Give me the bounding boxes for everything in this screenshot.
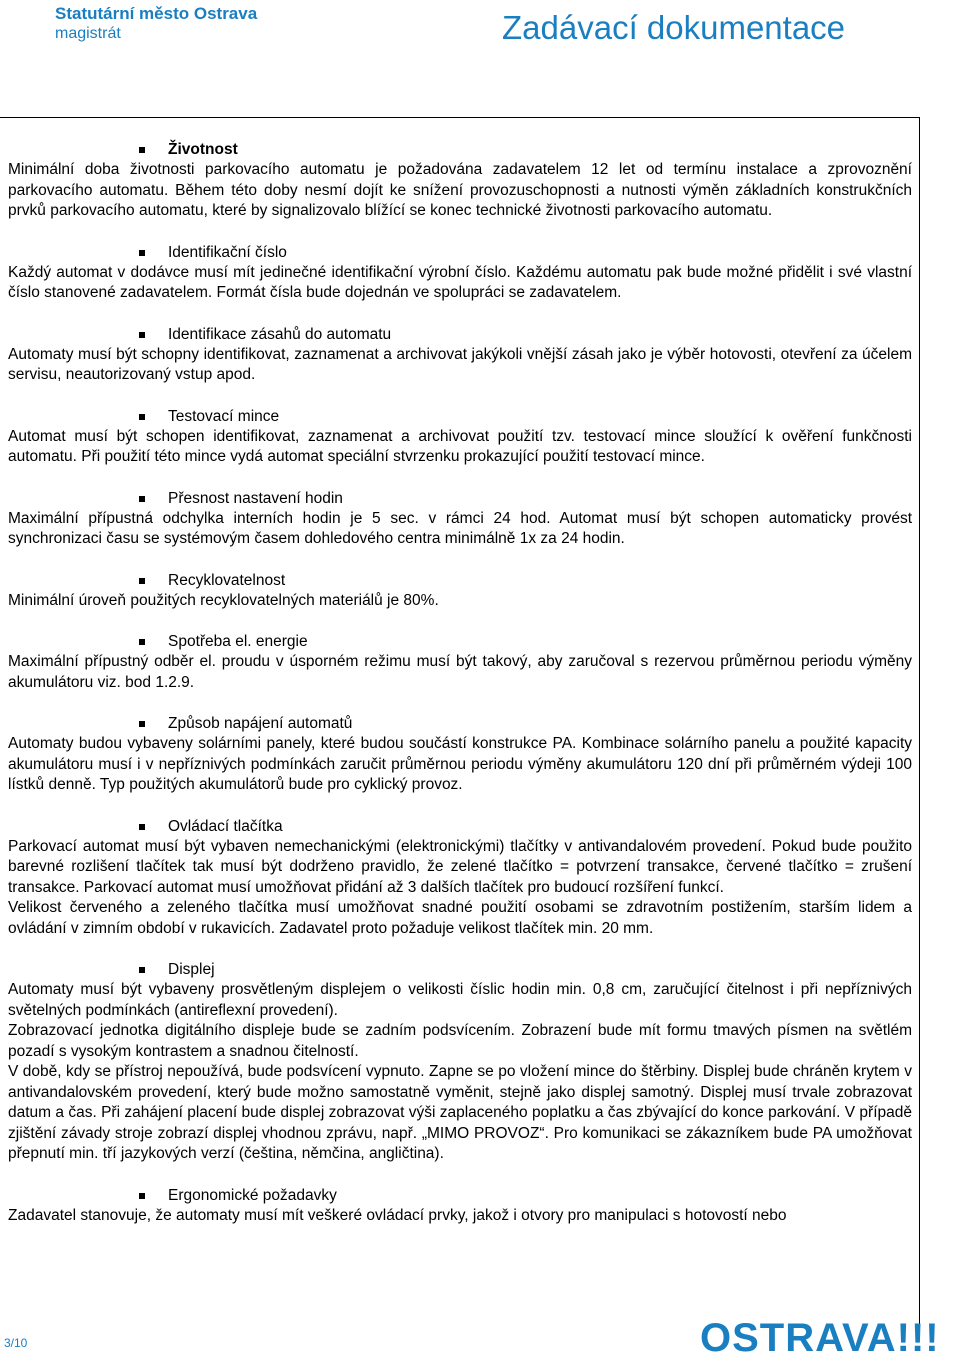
section-heading bbox=[8, 714, 912, 734]
section bbox=[8, 632, 912, 693]
square-bullet-icon bbox=[139, 639, 145, 645]
section-heading-text: Displej bbox=[168, 961, 215, 978]
square-bullet-icon bbox=[139, 147, 145, 153]
section-paragraph: Automaty budou vybaveny solárními panely, které budou součástí konstrukce PA. Kombinace solárního panelu a použité kapacity akumulátoru musí i v nepříznivých podmínkách zaručit průměrnou periodu výměny akumulátoru 120 dní při průměrném výdeji 100 lístků denně. Typ použitých akumulátorů bude pro cyklický provoz. bbox=[8, 735, 912, 793]
section-heading bbox=[8, 489, 912, 509]
section-heading bbox=[8, 407, 912, 427]
section-heading bbox=[8, 960, 912, 980]
document-body bbox=[0, 118, 919, 1226]
section-paragraph: Automaty musí být vybaveny prosvětleným displejem o velikosti číslic hodin min. 0,8 cm, zaručující čitelnost i při nepříznivých světelných podmínkách (antireflexní provedení). bbox=[8, 981, 912, 1019]
organization-name: Statutární město Ostrava bbox=[55, 4, 258, 23]
section-paragraph: Zobrazovací jednotka digitálního displeje bude se zadním podsvícením. Zobrazení bude mít formu tmavých písmen na světlém pozadí s vysokým kontrastem a snadnou čitelností. bbox=[8, 1022, 912, 1060]
section-paragraph: Maximální přípustný odběr el. proudu v úsporném režimu musí být takový, aby zaručoval s rezervou průměrnou periodu výměny akumulátoru viz. bod 1.2.9. bbox=[8, 653, 912, 691]
square-bullet-icon bbox=[139, 721, 145, 727]
section bbox=[8, 325, 912, 386]
section-paragraph: Minimální úroveň použitých recyklovatelných materiálů je 80%. bbox=[8, 591, 439, 609]
section-heading-text: Recyklovatelnost bbox=[168, 571, 286, 589]
section-paragraph: Automat musí být schopen identifikovat, zaznamenat a archivovat použití tzv. testovací mince sloužící k ověření funkčnosti automatu. Při použití této mince vydá automat speciální stvrzenku prokazující použití testovací mince. bbox=[8, 427, 912, 465]
section bbox=[8, 407, 912, 468]
square-bullet-icon bbox=[139, 250, 145, 256]
square-bullet-icon bbox=[139, 496, 145, 502]
section-paragraph: Automaty musí být schopny identifikovat, zaznamenat a archivovat jakýkoli vnější zásah jako je výběr hotovosti, otevření za účelem servisu, neautorizovaný vstup apod. bbox=[8, 345, 912, 383]
section-paragraph: V době, kdy se přístroj nepoužívá, bude podsvícení vypnuto. Zapne se po vložení mince do štěrbiny. Displej bude chráněn krytem v antivandalovském provedení, který bude možno samostatně vyměnit, stejně jako displej samotný. Displej musí trvale zobrazovat datum a čas. Při zahájení placení bude displej zobrazovat výši zaplaceného poplatku a čas zbývající do konce parkování. V případě zjištění závady stroje zobrazí displej vhodnou zprávu, např. „MIMO PROVOZ“. Pro komunikaci se zákazníkem bude PA umožňovat přepnutí min. tří jazykových verzí (čeština, němčina, angličtina). bbox=[8, 1063, 912, 1162]
page-number: 3/10 bbox=[4, 1336, 28, 1350]
section bbox=[8, 1186, 912, 1227]
section bbox=[8, 140, 912, 222]
document-title: Zadávací dokumentace bbox=[502, 9, 846, 46]
section-paragraph: Maximální přípustná odchylka interních hodin je 5 sec. v rámci 24 hod. Automat musí být schopen automaticky provést synchronizaci času se systémovým časem dohledového centra minimálně 1x za 24 hodin. bbox=[8, 509, 912, 547]
square-bullet-icon bbox=[139, 332, 145, 338]
square-bullet-icon bbox=[139, 824, 145, 830]
section bbox=[8, 571, 912, 612]
section bbox=[8, 960, 912, 1165]
section-heading bbox=[8, 817, 912, 837]
square-bullet-icon bbox=[139, 578, 145, 584]
section-paragraph: Každý automat v dodávce musí mít jedinečné identifikační výrobní číslo. Každému automatu pak bude možné přidělit i své vlastní číslo stanovené zadavatelem. Formát čísla bude dojednán ve spolupráci se zadavatelem. bbox=[8, 263, 912, 301]
section-heading bbox=[8, 140, 912, 160]
section bbox=[8, 817, 912, 940]
square-bullet-icon bbox=[139, 967, 145, 973]
section-paragraph: Parkovací automat musí být vybaven nemechanickými (elektronickými) tlačítky v antivandalovém provedení. Pokud bude použito barevné rozlišení tlačítek tak musí být dodrženo pravidlo, že zelené tlačítko = potvrzení transakce, červené tlačítko = zrušení transakce. Parkovací automat musí umožňovat přidání až 3 dalších tlačítek pro budoucí rozšíření funkcí. bbox=[8, 837, 912, 896]
ostrava-logo: OSTRAVA!!! bbox=[700, 1316, 940, 1360]
section-heading-text: Způsob napájení automatů bbox=[168, 715, 353, 732]
section bbox=[8, 489, 912, 550]
section-heading bbox=[8, 632, 912, 652]
section-heading bbox=[8, 571, 912, 591]
section-heading-text: Identifikační číslo bbox=[168, 243, 287, 261]
square-bullet-icon bbox=[139, 414, 145, 420]
section-heading bbox=[8, 325, 912, 345]
section-heading-text: Ergonomické požadavky bbox=[168, 1186, 337, 1204]
section-paragraph: Minimální doba životnosti parkovacího automatu je požadována zadavatelem 12 let od termínu instalace a zprovoznění parkovacího automatu. Během této doby nesmí dojít ke snížení provozuschopnosti a nutnosti výměn základních konstrukčních prvků parkovacího automatu, které by signalizovalo blížící se konec technické životnosti parkovacího automatu. bbox=[8, 161, 912, 219]
section-paragraph: Velikost červeného a zeleného tlačítka musí umožňovat snadné použití osobami se zdravotním postižením, starším lidem a ovládání v zimním období v rukavicích. Zadavatel proto požaduje velikost tlačítek min. 20 mm. bbox=[8, 899, 912, 937]
department-name: magistrát bbox=[55, 25, 121, 42]
section-heading-text: Životnost bbox=[168, 141, 238, 158]
square-bullet-icon bbox=[139, 1193, 145, 1199]
section-heading-text: Testovací mince bbox=[168, 407, 280, 425]
section-heading-text: Přesnost nastavení hodin bbox=[168, 489, 343, 507]
section bbox=[8, 714, 912, 796]
section bbox=[8, 243, 912, 304]
section-heading bbox=[8, 1186, 912, 1206]
section-heading-text: Spotřeba el. energie bbox=[168, 633, 308, 650]
content-frame bbox=[0, 117, 920, 1332]
section-heading-text: Identifikace zásahů do automatu bbox=[168, 325, 392, 343]
section-heading bbox=[8, 243, 912, 263]
section-heading-text: Ovládací tlačítka bbox=[168, 817, 283, 835]
section-paragraph: Zadavatel stanovuje, že automaty musí mít veškeré ovládací prvky, jakož i otvory pro manipulaci s hotovostí nebo bbox=[8, 1206, 787, 1224]
